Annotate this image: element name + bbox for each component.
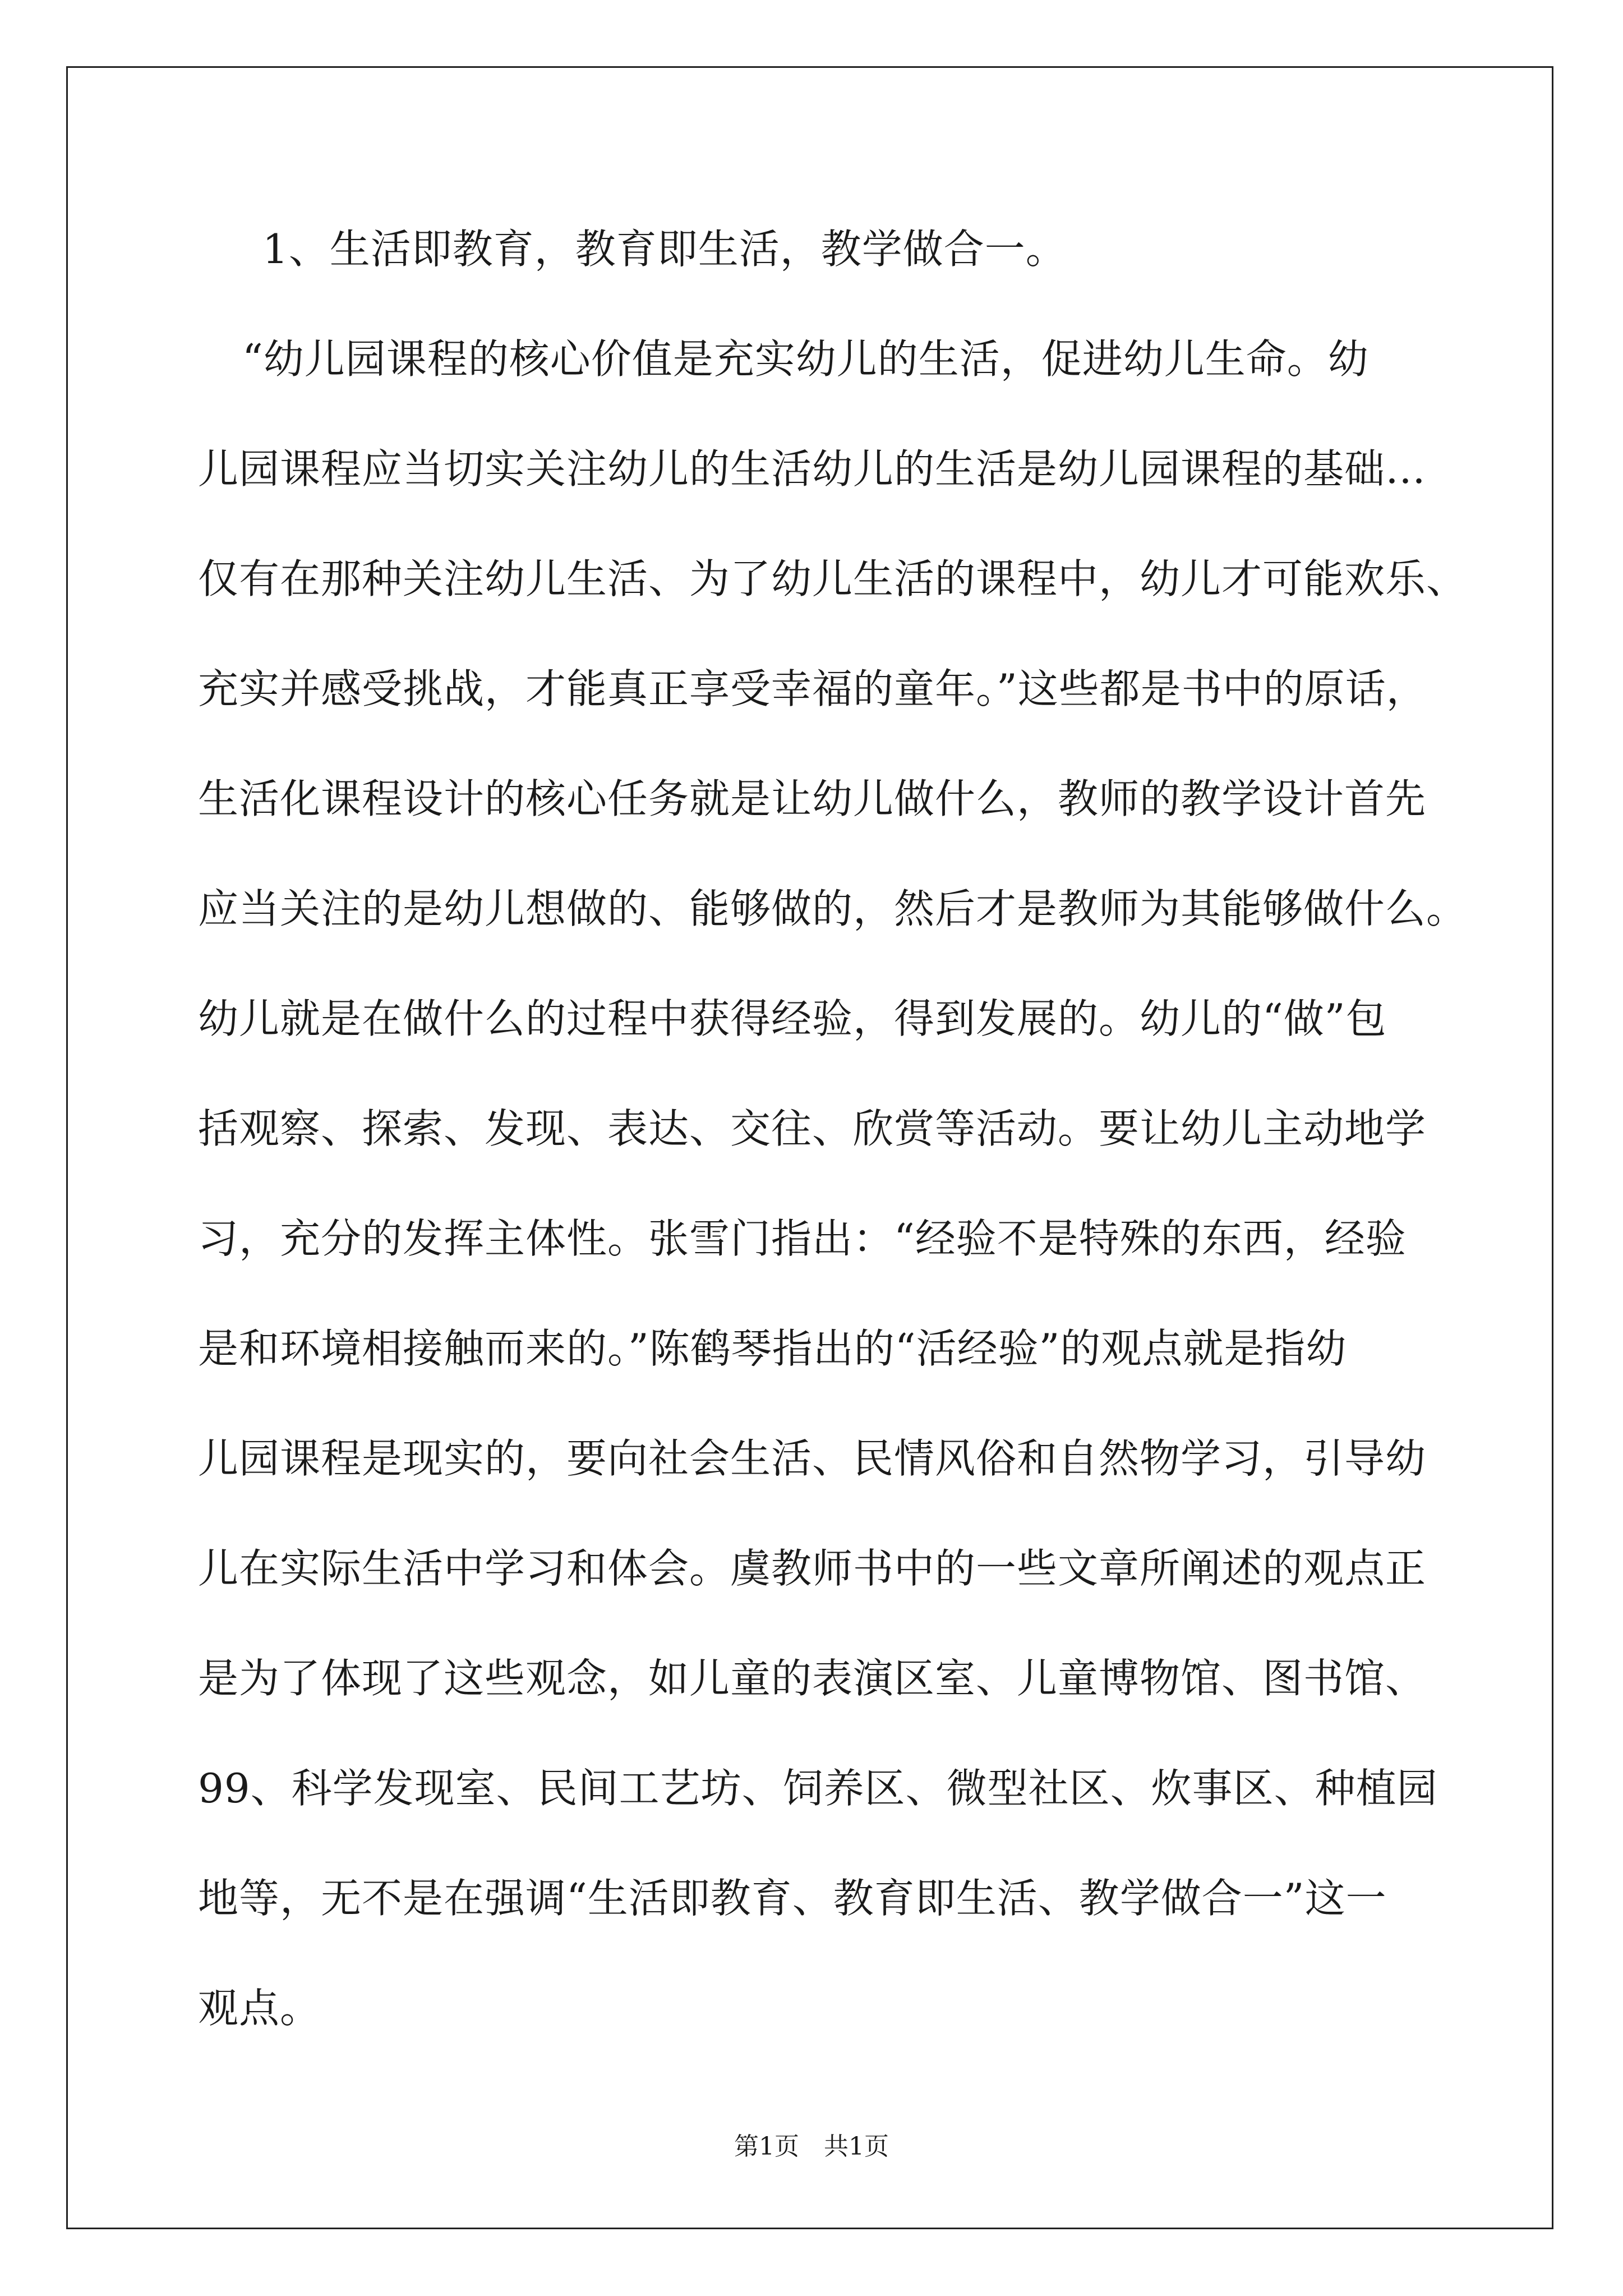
- paragraph-line: 是为了体现了这些观念，如儿童的表演区室、儿童博物馆、图书馆、: [198, 1655, 1427, 1702]
- paragraph-line: 习，充分的发挥主体性。张雪门指出：“经验不是特殊的东西，经验: [198, 1215, 1407, 1262]
- paragraph-line: 仅有在那种关注幼儿生活、为了幼儿生活的课程中，幼儿才可能欢乐、: [198, 555, 1468, 602]
- paragraph-line: 幼儿就是在做什么的过程中获得经验，得到发展的。幼儿的“做”包: [198, 995, 1387, 1042]
- paragraph-line: 99、科学发现室、民间工艺坊、饲养区、微型社区、炊事区、种植园: [198, 1765, 1438, 1812]
- paragraph-line: 地等，无不是在强调“生活即教育、教育即生活、教学做合一”这一: [198, 1875, 1387, 1922]
- section-heading: 1、生活即教育，教育即生活，教学做合一。: [262, 226, 1067, 273]
- paragraph-line: 儿园课程应当切实关注幼儿的生活幼儿的生活是幼儿园课程的基础…: [198, 445, 1427, 493]
- paragraph-line: 儿园课程是现实的，要向社会生活、民情风俗和自然物学习，引导幼: [198, 1435, 1427, 1482]
- paragraph-line: 观点。: [198, 1985, 321, 2032]
- paragraph-line: 儿在实际生活中学习和体会。虞教师书中的一些文章所阐述的观点正: [198, 1545, 1427, 1592]
- paragraph-line: “幼儿园课程的核心价值是充实幼儿的生活，促进幼儿生命。幼: [242, 335, 1369, 383]
- page-number-footer: 第1页 共1页: [734, 2132, 889, 2161]
- paragraph-line: 是和环境相接触而来的。”陈鹤琴指出的“活经验”的观点就是指幼: [198, 1325, 1347, 1372]
- paragraph-line: 应当关注的是幼儿想做的、能够做的，然后才是教师为其能够做什么。: [198, 885, 1468, 932]
- paragraph-line: 充实并感受挑战，才能真正享受幸福的童年。”这些都是书中的原话，: [198, 665, 1427, 712]
- paragraph-line: 生活化课程设计的核心任务就是让幼儿做什么，教师的教学设计首先: [198, 775, 1427, 822]
- paragraph-line: 括观察、探索、发现、表达、交往、欣赏等活动。要让幼儿主动地学: [198, 1105, 1427, 1152]
